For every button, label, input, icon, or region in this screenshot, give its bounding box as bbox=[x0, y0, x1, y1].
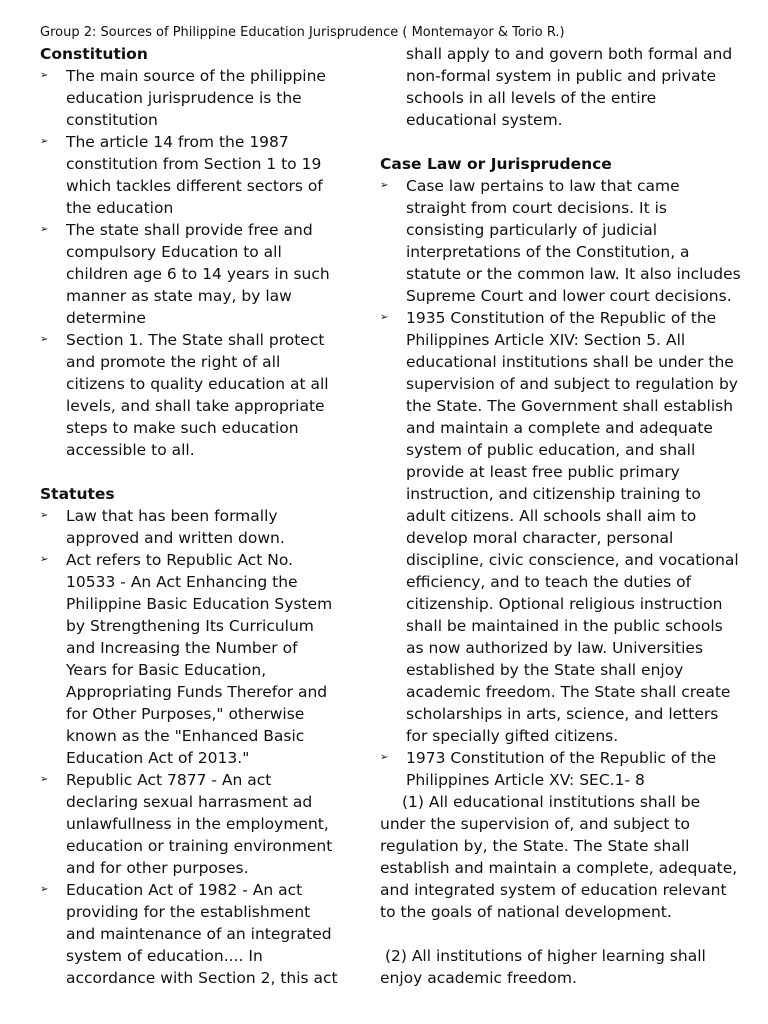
constitution-list bbox=[40, 65, 340, 461]
section-heading-case-law: Case Law or Jurisprudence bbox=[380, 155, 612, 173]
right-column bbox=[380, 43, 742, 989]
statutes-list bbox=[40, 505, 340, 989]
list-item bbox=[40, 219, 340, 329]
bullet-arrow-icon: ➢ bbox=[40, 224, 49, 235]
page-header: Group 2: Sources of Philippine Education Jurisprudence ( Montemayor & Torio R.) bbox=[40, 25, 565, 40]
paragraph-section-1: (1) All educational institutions shall be under the supervision of, and subject to regulation by, the State. The State shall establish and maintain a complete, adequate, and integrated system of education relevant to the goals of national development. bbox=[380, 793, 738, 921]
list-item-text: Education Act of 1982 - An act providing for the establishment and maintenance of an integrated system of education.... In accordance with Section 2, this act bbox=[66, 881, 338, 987]
list-item-text: 1935 Constitution of the Republic of the Philippines Article XIV: Section 5. All educational institutions shall be under the supervision of and subject to regulation by the State. The Government shall establish and maintain a complete and adequate system of public education, and shall provide at least free public primary instruction, and citizenship training to adult citizens. All schools shall aim to develop moral character, personal discipline, civic conscience, and vocational efficiency, and to teach the duties of citizenship. Optional religious instruction shall be maintained in the public schools as now authorized by law. Universities established by the State shall enjoy academic freedom. The State shall create scholarships in arts, science, and letters for specially gifted citizens. bbox=[406, 309, 739, 745]
list-item bbox=[40, 549, 340, 769]
list-item-text: Republic Act 7877 - An act declaring sexual harrasment ad unlawfullness in the employment, education or training environment and for other purposes. bbox=[66, 771, 333, 877]
list-item bbox=[380, 175, 742, 307]
bullet-arrow-icon: ➢ bbox=[40, 334, 49, 345]
bullet-arrow-icon: ➢ bbox=[40, 554, 49, 565]
list-item-text: Section 1. The State shall protect and promote the right of all citizens to quality education at all levels, and shall take appropriate steps to make such education accessible to all. bbox=[66, 331, 329, 459]
list-item-text: Law that has been formally approved and written down. bbox=[66, 507, 285, 547]
section-spacer bbox=[380, 131, 742, 153]
case-law-list bbox=[380, 175, 742, 791]
list-item bbox=[380, 747, 742, 791]
bullet-arrow-icon: ➢ bbox=[380, 752, 389, 763]
bullet-arrow-icon: ➢ bbox=[380, 180, 389, 191]
left-column bbox=[40, 43, 340, 989]
list-item bbox=[40, 65, 340, 131]
bullet-arrow-icon: ➢ bbox=[40, 774, 49, 785]
section-spacer bbox=[40, 461, 340, 483]
section-heading-statutes: Statutes bbox=[40, 485, 115, 503]
bullet-arrow-icon: ➢ bbox=[40, 136, 49, 147]
list-item bbox=[40, 329, 340, 461]
list-item bbox=[40, 879, 340, 989]
list-item bbox=[380, 307, 742, 747]
paragraph-section-2: (2) All institutions of higher learning shall enjoy academic freedom. bbox=[380, 947, 711, 987]
bullet-arrow-icon: ➢ bbox=[40, 510, 49, 521]
list-item-text: Case law pertains to law that came straight from court decisions. It is consisting particularly of judicial interpretations of the Constitution, a statute or the common law. It also includes Supreme Court and lower court decisions. bbox=[406, 177, 741, 305]
list-item-text: Act refers to Republic Act No. 10533 - An Act Enhancing the Philippine Basic Education System by Strengthening Its Curriculum and Increasing the Number of Years for Basic Education, Appropriating Funds Therefor and for Other Purposes," otherwise known as the "Enhanced Basic Education Act of 2013." bbox=[66, 551, 333, 767]
list-item-text: The main source of the philippine education jurisprudence is the constitution bbox=[66, 67, 326, 129]
list-item bbox=[40, 769, 340, 879]
bullet-arrow-icon: ➢ bbox=[40, 70, 49, 81]
section-spacer bbox=[380, 923, 742, 945]
list-item-text: The state shall provide free and compulsory Education to all children age 6 to 14 years in such manner as state may, by law determine bbox=[66, 221, 330, 327]
bullet-arrow-icon: ➢ bbox=[40, 884, 49, 895]
list-item-text: The article 14 from the 1987 constitution from Section 1 to 19 which tackles different sectors of the education bbox=[66, 133, 323, 217]
list-item-text: 1973 Constitution of the Republic of the Philippines Article XV: SEC.1- 8 bbox=[406, 749, 717, 789]
bullet-arrow-icon: ➢ bbox=[380, 312, 389, 323]
section-heading-constitution: Constitution bbox=[40, 45, 148, 63]
continued-text: shall apply to and govern both formal and non-formal system in public and private schools in all levels of the entire educational system. bbox=[406, 45, 733, 129]
list-item bbox=[40, 505, 340, 549]
list-item bbox=[40, 131, 340, 219]
